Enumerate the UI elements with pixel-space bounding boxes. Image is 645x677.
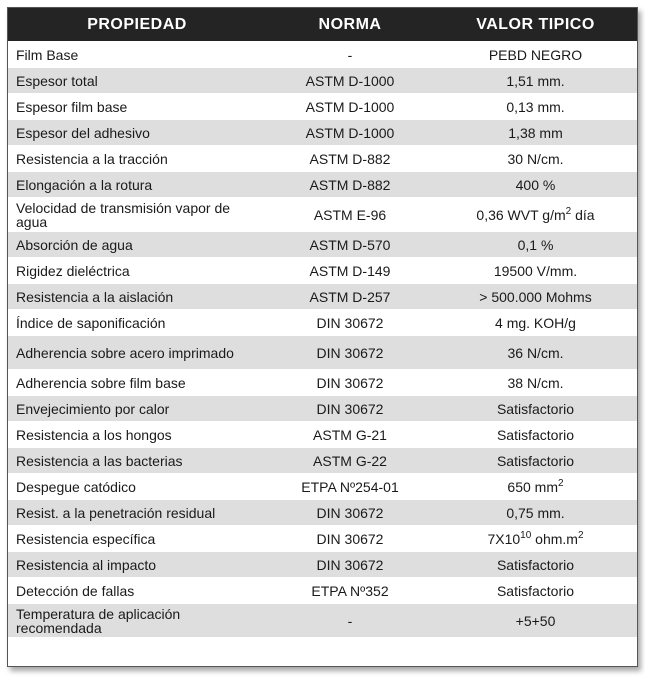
cell-norma: ASTM D-149: [266, 258, 434, 284]
cell-norma: ASTM D-1000: [266, 68, 434, 94]
valor-text: 4 mg. KOH/g: [495, 314, 576, 331]
valor-text: 650 mm: [507, 478, 558, 495]
valor-text: +5+50: [515, 612, 556, 629]
cell-valor: [434, 552, 637, 578]
table-row: [8, 42, 637, 68]
cell-valor: [434, 336, 637, 370]
header-valor-tipico: VALOR TIPICO: [434, 8, 637, 42]
table-row: [8, 172, 637, 198]
cell-norma: ETPA Nº352: [266, 578, 434, 604]
header-norma: NORMA: [266, 8, 434, 42]
valor-text: 1,51 mm.: [506, 72, 565, 89]
cell-propiedad: Resist. a la penetración residual: [8, 500, 266, 526]
cell-propiedad: Detección de fallas: [8, 578, 266, 604]
valor-text: > 500.000 Mohms: [479, 288, 592, 305]
valor-text-suffix: ohm.m: [531, 530, 578, 547]
valor-superscript: 10: [520, 529, 532, 541]
cell-norma: DIN 30672: [266, 336, 434, 370]
cell-norma: DIN 30672: [266, 370, 434, 396]
cell-propiedad: Envejecimiento por calor: [8, 396, 266, 422]
valor-superscript: 2: [565, 205, 572, 217]
cell-valor: [434, 500, 637, 526]
cell-propiedad: Adherencia sobre film base: [8, 370, 266, 396]
cell-norma: ASTM E-96: [266, 198, 434, 232]
cell-norma: ASTM D-1000: [266, 94, 434, 120]
valor-text-suffix: día: [571, 206, 595, 223]
table-row: [8, 526, 637, 552]
valor-text: 1,38 mm: [508, 124, 563, 141]
table-row: [8, 448, 637, 474]
cell-propiedad: Film Base: [8, 42, 266, 68]
table-row: [8, 552, 637, 578]
table-row: [8, 284, 637, 310]
cell-valor: [434, 370, 637, 396]
cell-valor: [434, 422, 637, 448]
valor-text: 19500 V/mm.: [493, 262, 578, 279]
cell-propiedad: Absorción de agua: [8, 232, 266, 258]
cell-valor: [434, 258, 637, 284]
table-row: [8, 578, 637, 604]
cell-norma: DIN 30672: [266, 396, 434, 422]
cell-norma: DIN 30672: [266, 310, 434, 336]
cell-propiedad: Adherencia sobre acero imprimado: [8, 336, 266, 370]
table-row: [8, 336, 637, 370]
table-row: [8, 68, 637, 94]
cell-propiedad: Temperatura de aplicación recomendada: [8, 604, 266, 638]
cell-norma: ASTM D-882: [266, 172, 434, 198]
table-row: [8, 604, 637, 638]
table-row: [8, 370, 637, 396]
table-row: [8, 232, 637, 258]
cell-norma: ASTM G-22: [266, 448, 434, 474]
table-row: [8, 146, 637, 172]
cell-valor: [434, 396, 637, 422]
cell-norma: DIN 30672: [266, 500, 434, 526]
valor-text: 0,36 WVT g/m: [476, 206, 566, 223]
cell-propiedad: Elongación a la rotura: [8, 172, 266, 198]
valor-text: 0,1 %: [517, 236, 554, 253]
cell-norma: -: [266, 604, 434, 638]
valor-text: 400 %: [515, 176, 556, 193]
valor-text: PEBD NEGRO: [488, 46, 583, 63]
cell-norma: ASTM D-882: [266, 146, 434, 172]
header-propiedad: PROPIEDAD: [8, 8, 266, 42]
table-row: [8, 500, 637, 526]
table-header-row: [8, 8, 637, 42]
cell-propiedad: Velocidad de transmisión vapor de agua: [8, 198, 266, 232]
cell-norma: ASTM D-570: [266, 232, 434, 258]
cell-valor: [434, 120, 637, 146]
valor-superscript: 2: [577, 529, 584, 541]
properties-table-frame: [7, 7, 638, 667]
cell-norma: ASTM D-1000: [266, 120, 434, 146]
valor-text: 7X10: [487, 530, 521, 547]
cell-propiedad: Rigidez dieléctrica: [8, 258, 266, 284]
cell-norma: ETPA Nº254-01: [266, 474, 434, 500]
cell-norma: DIN 30672: [266, 526, 434, 552]
properties-table: [8, 8, 637, 637]
cell-norma: DIN 30672: [266, 552, 434, 578]
valor-superscript: 2: [558, 477, 564, 489]
cell-valor: [434, 172, 637, 198]
cell-propiedad: Resistencia a la tracción: [8, 146, 266, 172]
valor-text: Satisfactorio: [496, 426, 575, 443]
valor-text: 30 N/cm.: [507, 150, 564, 167]
cell-valor: [434, 474, 637, 500]
valor-text: 0,13 mm.: [506, 98, 565, 115]
valor-text: 38 N/cm.: [507, 374, 564, 391]
cell-valor: [434, 310, 637, 336]
valor-text: 0,75 mm.: [506, 504, 565, 521]
cell-propiedad: Espesor total: [8, 68, 266, 94]
cell-norma: ASTM G-21: [266, 422, 434, 448]
valor-text: Satisfactorio: [496, 582, 575, 599]
table-row: [8, 94, 637, 120]
table-row: [8, 198, 637, 232]
cell-propiedad: Resistencia a la aislación: [8, 284, 266, 310]
cell-propiedad: Despegue catódico: [8, 474, 266, 500]
table-row: [8, 310, 637, 336]
cell-valor: [434, 232, 637, 258]
cell-propiedad: Resistencia al impacto: [8, 552, 266, 578]
table-body: [8, 42, 637, 638]
cell-propiedad: Resistencia a los hongos: [8, 422, 266, 448]
cell-valor: [434, 284, 637, 310]
cell-norma: ASTM D-257: [266, 284, 434, 310]
cell-valor: [434, 94, 637, 120]
cell-propiedad: Espesor del adhesivo: [8, 120, 266, 146]
cell-propiedad: Resistencia a las bacterias: [8, 448, 266, 474]
cell-valor: [434, 68, 637, 94]
cell-valor: [434, 448, 637, 474]
cell-propiedad: Índice de saponificación: [8, 310, 266, 336]
valor-text: Satisfactorio: [496, 400, 575, 417]
cell-propiedad: Resistencia específica: [8, 526, 266, 552]
table-row: [8, 474, 637, 500]
table-row: [8, 396, 637, 422]
cell-valor: [434, 42, 637, 68]
cell-valor: [434, 526, 637, 552]
cell-norma: -: [266, 42, 434, 68]
table-row: [8, 422, 637, 448]
table-row: [8, 258, 637, 284]
table-row: [8, 120, 637, 146]
cell-propiedad: Espesor film base: [8, 94, 266, 120]
valor-text: 36 N/cm.: [507, 344, 564, 361]
cell-valor: [434, 198, 637, 232]
cell-valor: [434, 146, 637, 172]
cell-valor: [434, 578, 637, 604]
cell-valor: [434, 604, 637, 638]
valor-text: Satisfactorio: [496, 556, 575, 573]
valor-text: Satisfactorio: [496, 452, 575, 469]
